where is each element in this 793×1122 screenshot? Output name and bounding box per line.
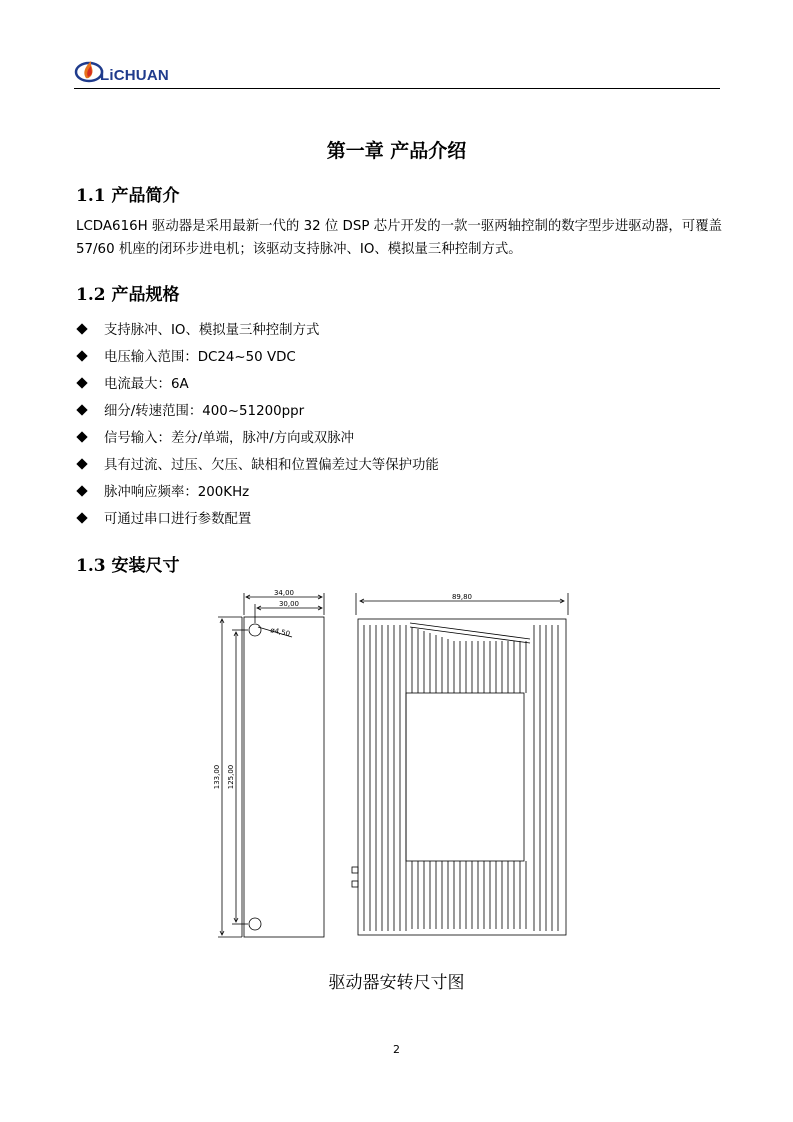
diamond-bullet-icon — [76, 350, 87, 361]
page-number: 2 — [393, 1043, 400, 1056]
dimension-drawing — [200, 585, 590, 945]
label-panel — [406, 693, 524, 861]
diamond-bullet-icon — [76, 431, 87, 442]
diamond-bullet-icon — [76, 323, 87, 334]
dim-width-34: 34,00 — [273, 589, 295, 597]
dim-height-125: 125,00 — [227, 764, 235, 790]
spec-item: 信号输入：差分/单端，脉冲/方向或双脉冲 — [76, 427, 354, 446]
chapter-title: 第一章 产品介绍 — [326, 140, 467, 162]
diamond-bullet-icon — [76, 458, 87, 469]
spec-item: 具有过流、过压、欠压、缺相和位置偏差过大等保护功能 — [76, 454, 439, 473]
dim-depth-89: 89,80 — [451, 593, 473, 601]
spec-item: 电压输入范围：DC24~50 VDC — [76, 346, 296, 365]
spec-item: 细分/转速范围：400~51200ppr — [76, 400, 304, 419]
front-view-outline — [358, 619, 566, 935]
diamond-bullet-icon — [76, 512, 87, 523]
side-view-outline — [244, 617, 324, 937]
diamond-bullet-icon — [76, 377, 87, 388]
spec-item: 电流最大：6A — [76, 373, 189, 392]
spec-item: 脉冲响应频率：200KHz — [76, 481, 249, 500]
dim-hole-diameter: ø4,50 — [269, 626, 291, 639]
spec-item: 支持脉冲、IO、模拟量三种控制方式 — [76, 319, 319, 338]
heatsink-fins — [364, 625, 558, 931]
mount-hole-bottom — [249, 918, 261, 930]
page-header — [74, 56, 720, 89]
intro-paragraph: LCDA616H 驱动器是采用最新一代的 32 位 DSP 芯片开发的一款一驱两轴控制的数字型步进驱动器，可覆盖 57/60 机座的闭环步进电机；该驱动支持脉冲、IO、模拟量三种控制方式。 — [76, 219, 722, 257]
section-title-specs: 1.2 产品规格 — [76, 285, 180, 305]
spec-item: 可通过串口进行参数配置 — [76, 508, 251, 527]
dim-height-133: 133,00 — [213, 764, 221, 790]
diamond-bullet-icon — [76, 485, 87, 496]
figure-caption: 驱动器安转尺寸图 — [328, 973, 465, 993]
mount-hole-top — [249, 624, 261, 636]
section-title-dimensions: 1.3 安装尺寸 — [76, 556, 180, 576]
section-title-intro: 1.1 产品简介 — [76, 186, 180, 206]
diamond-bullet-icon — [76, 404, 87, 415]
brand-name: LiCHUAN — [100, 67, 169, 84]
dim-width-30: 30,00 — [278, 600, 300, 608]
